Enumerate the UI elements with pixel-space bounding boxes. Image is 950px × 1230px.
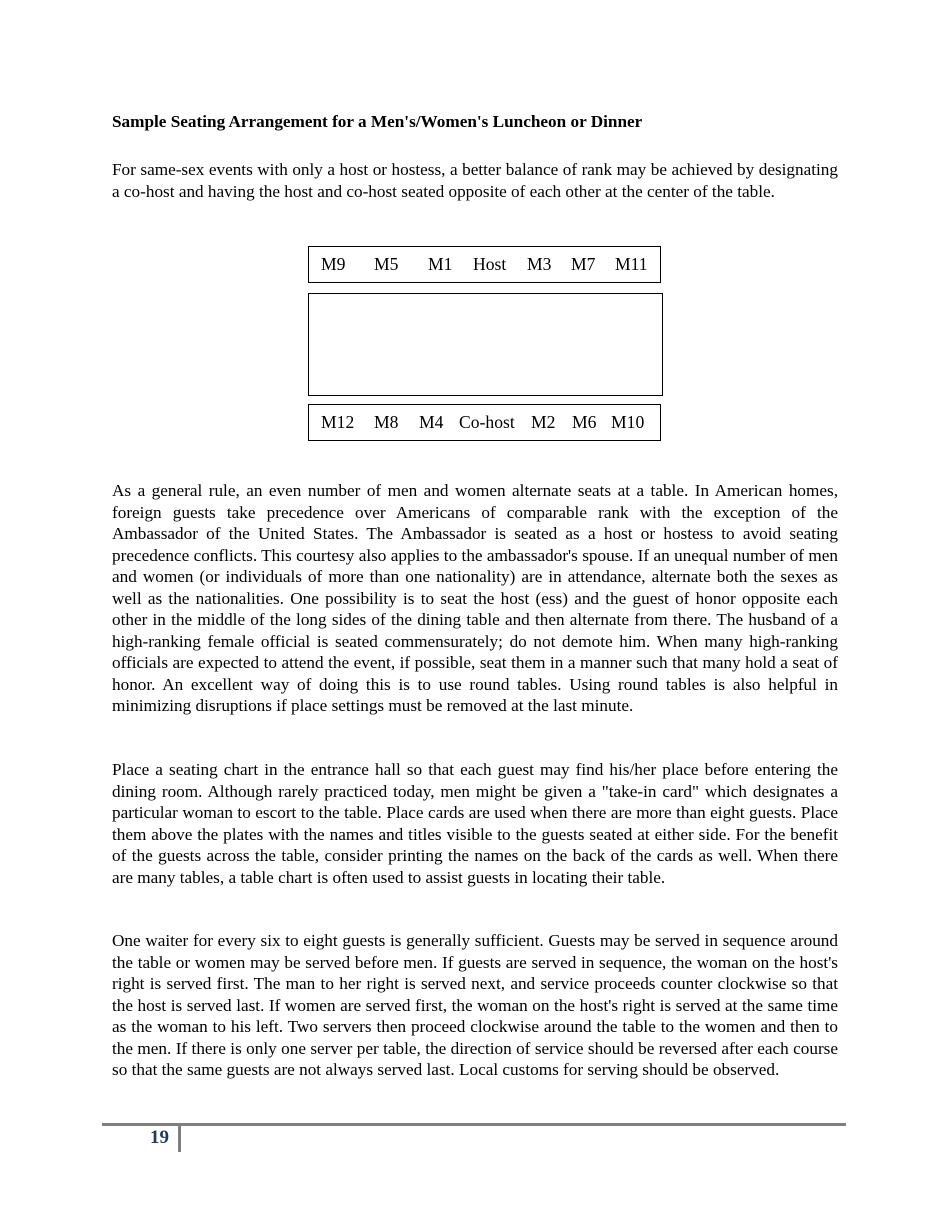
dining-table [308, 293, 663, 396]
seat-label: M4 [419, 412, 444, 432]
seat-label: M5 [374, 254, 399, 274]
seat-label: M3 [527, 254, 552, 274]
body-paragraph: One waiter for every six to eight guests is generally sufficient. Guests may be served in sequence around the table or women may be served before men. If guests are served in sequence, the woman on the host's right is served first. The man to her right is served next, and service proceeds counter clockwise so that the host is served last. If women are served first, the woman on the host's right is served at the same time as the woman to his left. Two servers then proceed clockwise around the table to the women and then to the men. If there is only one server per table, the direction of service should be reversed after each course so that the same guests are not always served last. Local customs for serving should be observed. [112, 931, 838, 1079]
seat-label: M8 [374, 412, 399, 432]
seat-label-cohost: Co-host [459, 412, 515, 432]
seat-label: M6 [572, 412, 597, 432]
seating-row-bottom [308, 404, 661, 441]
seat-label: M7 [571, 254, 596, 274]
page-number: 19 [150, 1127, 169, 1148]
seating-row-top [308, 246, 661, 283]
seat-label: M12 [321, 412, 355, 432]
page-number-divider [178, 1126, 181, 1152]
footer-rule [102, 1123, 846, 1126]
seat-label: M9 [321, 254, 346, 274]
seat-label: M2 [531, 412, 556, 432]
seat-label-host: Host [473, 254, 507, 274]
intro-paragraph: For same-sex events with only a host or hostess, a better balance of rank may be achieved by designating a co-host and having the host and co-host seated opposite of each other at the center of the table. [112, 160, 838, 201]
body-paragraph: Place a seating chart in the entrance hall so that each guest may find his/her place before entering the dining room. Although rarely practiced today, men might be given a "take-in card" which designates a particular woman to escort to the table. Place cards are used when there are more than eight guests. Place them above the plates with the names and titles visible to the guests seated at either side. For the benefit of the guests across the table, consider printing the names on the back of the cards as well. When there are many tables, a table chart is often used to assist guests in locating their table. [112, 760, 838, 887]
seat-label: M10 [611, 412, 645, 432]
body-paragraph: As a general rule, an even number of men and women alternate seats at a table. In American homes, foreign guests take precedence over Americans of comparable rank with the exception of the Ambassador of the United States. The Ambassador is seated as a host or hostess to avoid seating precedence conflicts. This courtesy also applies to the ambassador's spouse. If an unequal number of men and women (or individuals of more than one nationality) are in attendance, alternate both the sexes as well as the nationalities. One possibility is to seat the host (ess) and the guest of honor opposite each other in the middle of the long sides of the dining table and then alternate from there. The husband of a high-ranking female official is seated commensurately; do not demote him. When many high-ranking officials are expected to attend the event, if possible, seat them in a manner such that many hold a seat of honor. An excellent way of doing this is to use round tables. Using round tables is also helpful in minimizing disruptions if place settings must be removed at the last minute. [112, 481, 838, 715]
section-heading: Sample Seating Arrangement for a Men's/Women's Luncheon or Dinner [112, 112, 643, 131]
seat-label: M11 [615, 254, 648, 274]
seat-label: M1 [428, 254, 453, 274]
